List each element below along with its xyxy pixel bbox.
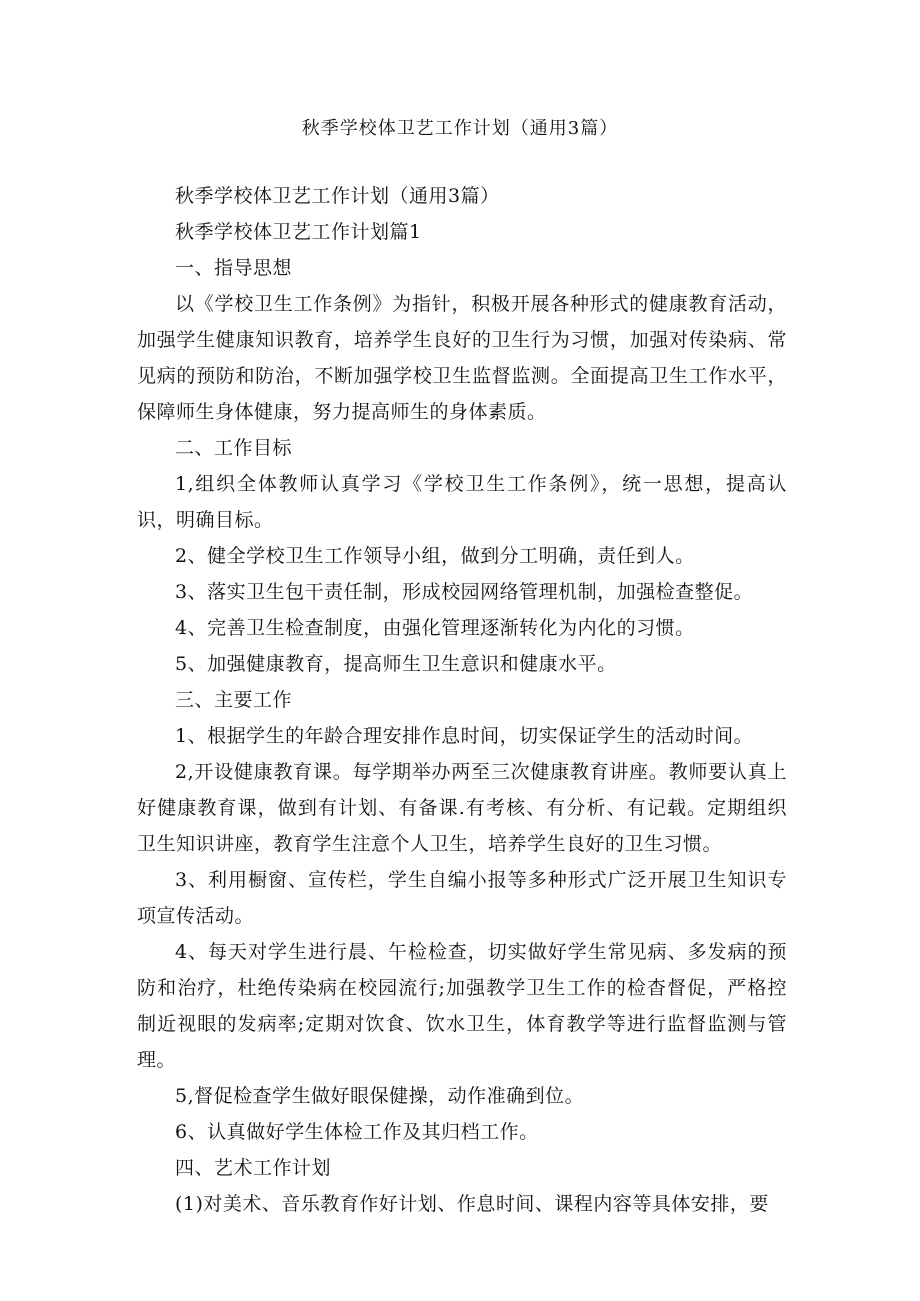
paragraph-section-title: 秋季学校体卫艺工作计划篇1 bbox=[175, 221, 422, 243]
paragraph-subtitle: 秋季学校体卫艺工作计划（通用3篇） bbox=[175, 185, 500, 207]
document-title: 秋季学校体卫艺工作计划（通用3篇） bbox=[301, 118, 619, 139]
paragraph-work-1: 1、根据学生的年龄合理安排作息时间，切实保证学生的活动时间。 bbox=[175, 725, 754, 747]
paragraph-goal-3: 3、落实卫生包干责任制，形成校园网络管理机制，加强检查整促。 bbox=[175, 581, 754, 603]
paragraph-work-5: 5,督促检查学生做好眼保健操，动作准确到位。 bbox=[175, 1085, 585, 1107]
paragraph-goal-4: 4、完善卫生检查制度，由强化管理逐渐转化为内化的习惯。 bbox=[175, 617, 695, 639]
paragraph-goal-1: 1,组织全体教师认真学习《学校卫生工作条例》，统一思想，提高认识，明确目标。 bbox=[137, 473, 787, 531]
paragraph-art-1: (1)对美术、音乐教育作好计划、作息时间、课程内容等具体安排，要 bbox=[175, 1193, 769, 1215]
heading-guiding-ideology: 一、指导思想 bbox=[175, 257, 293, 279]
heading-art-plan: 四、艺术工作计划 bbox=[175, 1157, 332, 1179]
heading-work-goals: 二、工作目标 bbox=[175, 437, 293, 459]
document-body bbox=[137, 178, 787, 1222]
paragraph-work-4: 4、每天对学生进行晨、午检检查，切实做好学生常见病、多发病的预防和治疗，杜绝传染病在校园流行;加强教学卫生工作的检杳督促，严格控制近视眼的发病率;定期对饮食、饮水卫生，体育教学等进行监督监测与管理。 bbox=[137, 941, 787, 1071]
paragraph-work-6: 6、认真做好学生体检工作及其归档工作。 bbox=[175, 1121, 539, 1143]
paragraph-goal-2: 2、健全学校卫生工作领导小组，做到分工明确，责任到人。 bbox=[175, 545, 695, 567]
paragraph-work-3: 3、利用橱窗、宣传栏，学生自编小报等多种形式广泛开展卫生知识专项宣传活动。 bbox=[137, 869, 787, 927]
paragraph-work-2: 2,开设健康教育课。每学期举办两至三次健康教育讲座。教师要认真上好健康教育课，做到有计划、有备课.有考核、有分析、有记载。定期组织卫生知识讲座，教育学生注意个人卫生，培养学生良好的卫生习惯。 bbox=[137, 761, 787, 855]
heading-main-work: 三、主要工作 bbox=[175, 689, 293, 711]
paragraph-goal-5: 5、加强健康教育，提高师生卫生意识和健康水平。 bbox=[175, 653, 617, 675]
paragraph-guiding-ideology: 以《学校卫生工作条例》为指针，积极开展各种形式的健康教育活动，加强学生健康知识教育，培养学生良好的卫生行为习惯，加强对传染病、常见病的预防和防治，不断加强学校卫生监督监测。全面提高卫生工作水平，保障师生身体健康，努力提高师生的身体素质。 bbox=[137, 293, 787, 423]
